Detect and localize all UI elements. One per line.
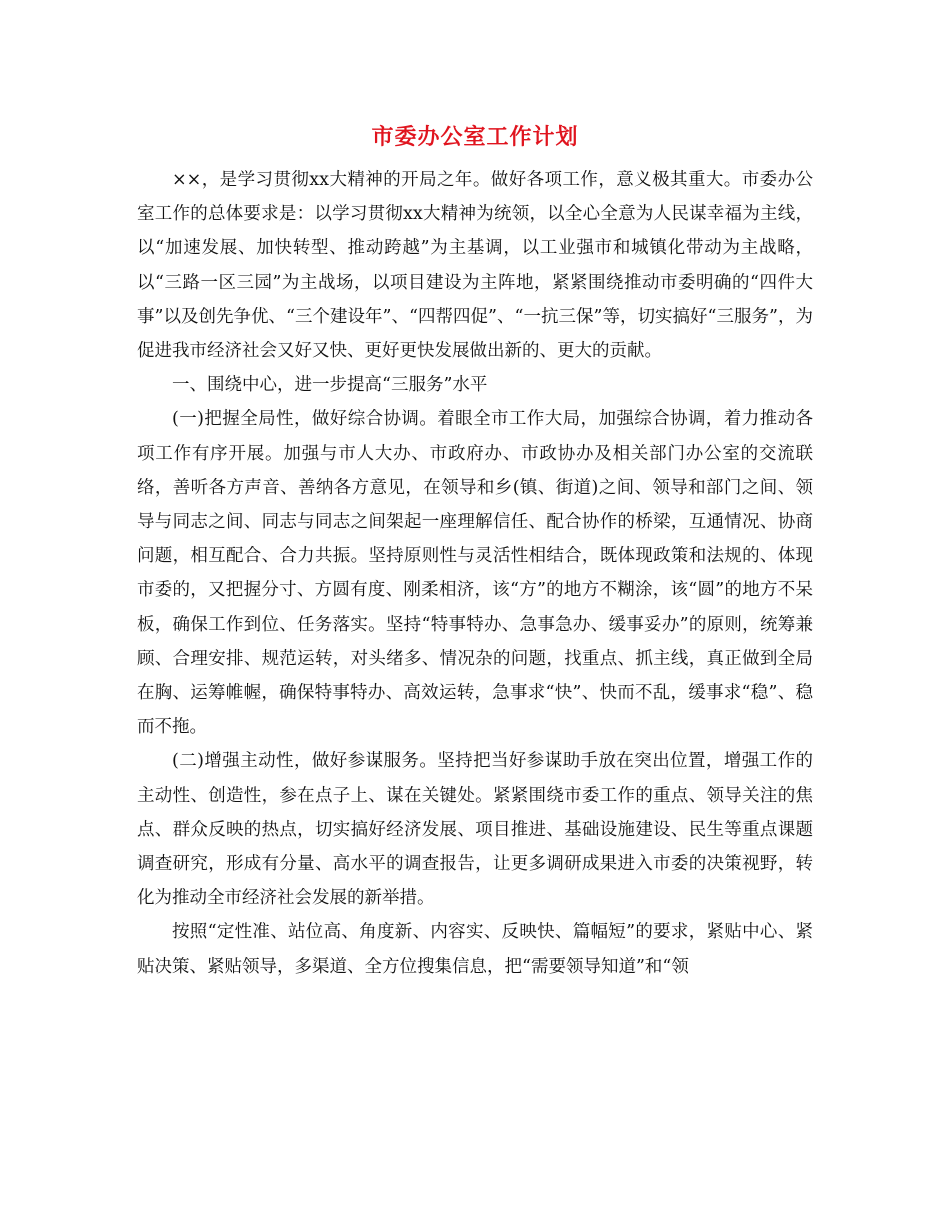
paragraph-intro: ××，是学习贯彻xx大精神的开局之年。做好各项工作，意义极其重大。市委办公室工作的总体要求是：以学习贯彻xx大精神为统领，以全心全意为人民谋幸福为主线，以“加速发展、加快转型、推动跨越”为主基调，以工业强市和城镇化带动为主战略，以“三路一区三园”为主战场，以项目建设为主阵地，紧紧围绕推动市委明确的“四件大事”以及创先争优、“三个建设年”、“四帮四促”、“一抗三保”等，切实搞好“三服务”，为促进我市经济社会又好又快、更好更快发展做出新的、更大的贡献。 [137,170,813,362]
paragraph-advisory: (二)增强主动性，做好参谋服务。坚持把当好参谋助手放在突出位置，增强工作的主动性、创造性，参在点子上、谋在关键处。紧紧围绕市委工作的重点、领导关注的焦点、群众反映的热点，切实搞好经济发展、项目推进、基础设施建设、民生等重点课题调查研究，形成有分量、高水平的调查报告，让更多调研成果进入市委的决策视野，转化为推动全市经济社会发展的新举措。 [137,751,813,909]
section-heading-1: 一、围绕中心，进一步提高“三服务”水平 [172,375,488,396]
paragraph-coordination: (一)把握全局性，做好综合协调。着眼全市工作大局，加强综合协调，着力推动各项工作有序开展。加强与市人大办、市政府办、市政协办及相关部门办公室的交流联络，善听各方声音、善纳各方意见，在领导和乡(镇、街道)之间、领导和部门之间、领导与同志之间、同志与同志之间架起一座理解信任、配合协作的桥梁，互通情况、协商问题，相互配合、合力共振。坚持原则性与灵活性相结合，既体现政策和法规的、体现市委的，又把握分寸、方圆有度、刚柔相济，该“方”的地方不糊涂，该“圆”的地方不呆板，确保工作到位、任务落实。坚持“特事特办、急事急办、缓事妥办”的原则，统筹兼顾、合理安排、规范运转，对头绪多、情况杂的问题，找重点、抓主线，真正做到全局在胸、运筹帷幄，确保特事特办、高效运转，急事求“快”、快而不乱，缓事求“稳”、稳而不拖。 [137,409,813,738]
document-title: 市委办公室工作计划 [371,124,579,150]
paragraph-information: 按照“定性准、站位高、角度新、内容实、反映快、篇幅短”的要求，紧贴中心、紧贴决策、紧贴领导，多渠道、全方位搜集信息，把“需要领导知道”和“领 [137,922,813,977]
document-body [137,163,813,984]
